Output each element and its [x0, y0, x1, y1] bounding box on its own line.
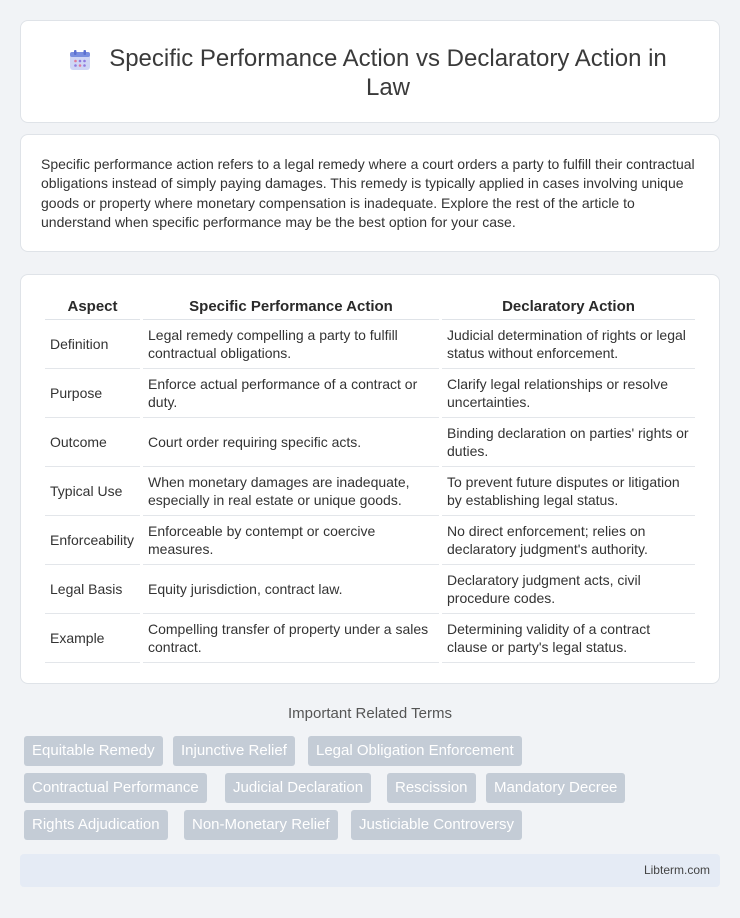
- cell-declaratory: To prevent future disputes or litigation by establishing legal status.: [442, 467, 695, 516]
- tag-equitable-remedy[interactable]: Equitable Remedy: [24, 736, 163, 766]
- cell-aspect: Purpose: [45, 369, 140, 418]
- table-row: [45, 418, 695, 467]
- comparison-table-card: [20, 274, 720, 684]
- cell-specific-performance: Enforceable by contempt or coercive measures.: [143, 516, 439, 565]
- cell-declaratory: Clarify legal relationships or resolve uncertainties.: [442, 369, 695, 418]
- header-declaratory: Declaratory Action: [442, 294, 695, 320]
- footer: [20, 854, 720, 887]
- cell-specific-performance: Equity jurisdiction, contract law.: [143, 565, 439, 614]
- cell-specific-performance: Enforce actual performance of a contract or duty.: [143, 369, 439, 418]
- table-row: [45, 467, 695, 516]
- tag-contractual-performance[interactable]: Contractual Performance: [24, 773, 207, 803]
- tag-legal-obligation-enforcement[interactable]: Legal Obligation Enforcement: [308, 736, 522, 766]
- table-row: [45, 369, 695, 418]
- cell-specific-performance: Compelling transfer of property under a sales contract.: [143, 614, 439, 663]
- cell-specific-performance: Legal remedy compelling a party to fulfill contractual obligations.: [143, 320, 439, 369]
- header-specific-performance: Specific Performance Action: [143, 294, 439, 320]
- cell-aspect: Outcome: [45, 418, 140, 467]
- cell-specific-performance: Court order requiring specific acts.: [143, 418, 439, 467]
- cell-specific-performance: When monetary damages are inadequate, especially in real estate or unique goods.: [143, 467, 439, 516]
- header-aspect: Aspect: [45, 294, 140, 320]
- cell-declaratory: Binding declaration on parties' rights or duties.: [442, 418, 695, 467]
- tag-non-monetary-relief[interactable]: Non-Monetary Relief: [184, 810, 338, 840]
- table-row: [45, 565, 695, 614]
- tag-judicial-declaration[interactable]: Judicial Declaration: [225, 773, 371, 803]
- cell-aspect: Enforceability: [45, 516, 140, 565]
- cell-aspect: Legal Basis: [45, 565, 140, 614]
- table-row: [45, 320, 695, 369]
- table-row: [45, 614, 695, 663]
- cell-declaratory: Determining validity of a contract clause or party's legal status.: [442, 614, 695, 663]
- cell-aspect: Example: [45, 614, 140, 663]
- title-card: [20, 20, 720, 123]
- tag-injunctive-relief[interactable]: Injunctive Relief: [173, 736, 295, 766]
- tag-justiciable-controversy[interactable]: Justiciable Controversy: [351, 810, 522, 840]
- cell-aspect: Typical Use: [45, 467, 140, 516]
- tag-mandatory-decree[interactable]: Mandatory Decree: [486, 773, 625, 803]
- tag-rescission[interactable]: Rescission: [387, 773, 476, 803]
- intro-card: [20, 134, 720, 252]
- related-terms-heading: Important Related Terms: [288, 705, 452, 722]
- table-row: [45, 516, 695, 565]
- cell-aspect: Definition: [45, 320, 140, 369]
- table-header-row: [45, 294, 695, 320]
- tag-rights-adjudication[interactable]: Rights Adjudication: [24, 810, 168, 840]
- cell-declaratory: No direct enforcement; relies on declaratory judgment's authority.: [442, 516, 695, 565]
- comparison-table: [42, 294, 698, 663]
- cell-declaratory: Judicial determination of rights or legal status without enforcement.: [442, 320, 695, 369]
- cell-declaratory: Declaratory judgment acts, civil procedure codes.: [442, 565, 695, 614]
- footer-site[interactable]: Libterm.com: [643, 863, 710, 877]
- page-title: Specific Performance Action vs Declaratory Action in Law: [109, 45, 667, 101]
- intro-paragraph: Specific performance action refers to a legal remedy where a court orders a party to fulfill their contractual obligations instead of simply paying damages. This remedy is typically applied in cases involving unique goods or property where monetary compensation is inadequate. Explore the rest of the article to understand when specific performance may be the best option for your case.: [41, 156, 695, 230]
